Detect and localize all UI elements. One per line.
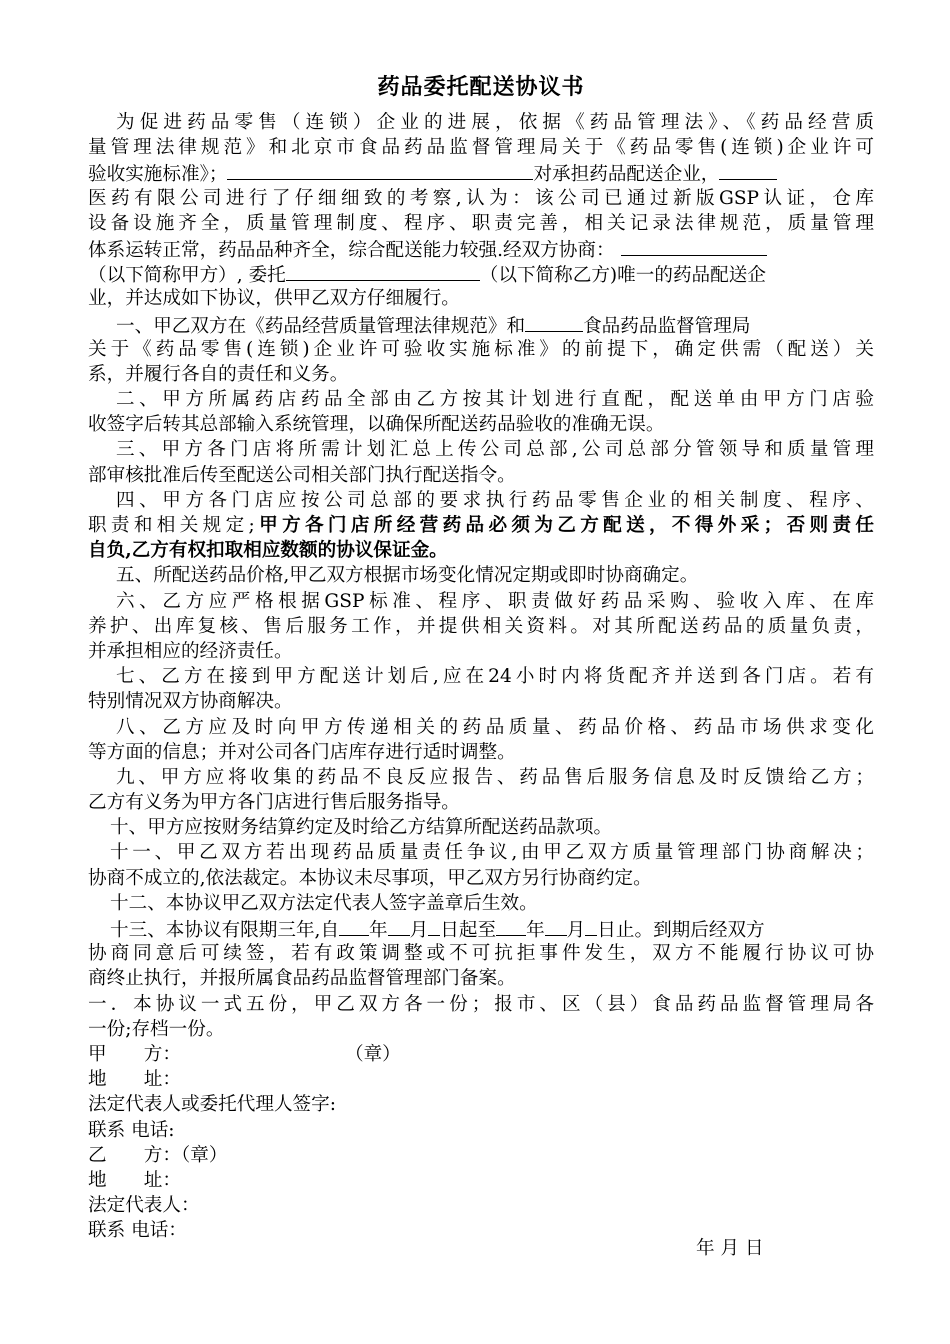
- paragraph-line: 十三、本协议有限期三年,自 年 月 日起至 年 月 日止。到期后经双方: [88, 916, 874, 941]
- paragraph-line: 三、甲方各门店将所需计划汇总上传公司总部,公司总部分管领导和质量管理: [116, 439, 874, 461]
- blank-field: [388, 916, 410, 936]
- paragraph-line: 五、所配送药品价格,甲乙双方根据市场变化情况定期或即时协商确定。: [116, 565, 699, 587]
- blank-field: [339, 916, 369, 936]
- paragraph-line: 验收实施标准》； 对承担药品配送企业，: [88, 160, 874, 185]
- signing-date: 年 月 日: [696, 1238, 764, 1259]
- blank-field: [496, 916, 526, 936]
- signature-address-a: 地 址：: [88, 1069, 181, 1091]
- paragraph-line: 商终止执行，并报所属食品药品监督管理部门备案。: [88, 968, 516, 990]
- paragraph-line: 协商同意后可续签，若有政策调整或不可抗拒事件发生，双方不能履行协议可协: [88, 943, 874, 965]
- paragraph-line: 养护、出库复核、售后服务工作，并提供相关资料。对其所配送药品的质量负责，: [88, 615, 874, 637]
- paragraph-line: 十二、本协议甲乙双方法定代表人签字盖章后生效。: [110, 892, 538, 914]
- signature-party-a: 甲 方： （章）: [88, 1043, 401, 1065]
- paragraph-line: 九、甲方应将收集的药品不良反应报告、药品售后服务信息及时反馈给乙方；: [116, 766, 874, 788]
- signature-address-b: 地 址：: [88, 1169, 181, 1191]
- signature-representative-b: 法定代表人：: [88, 1195, 200, 1217]
- paragraph-line: 关于《药品零售(连锁)企业许可验收实施标准》的前提下，确定供需（配送）关: [88, 338, 874, 360]
- paragraph-line: 设备设施齐全，质量管理制度、程序、职责完善，相关记录法律规范，质量管理: [88, 212, 874, 234]
- signature-party-b: 乙 方：（章）: [88, 1144, 228, 1166]
- paragraph-line: 十、甲方应按财务结算约定及时给乙方结算所配送药品款项。: [110, 817, 613, 839]
- paragraph-line: 八、乙方应及时向甲方传递相关的药品质量、药品价格、药品市场供求变化: [116, 716, 874, 738]
- paragraph-line: 等方面的信息；并对公司各门店库存进行适时调整。: [88, 741, 516, 763]
- paragraph-line: 职责和相关规定;甲方各门店所经营药品必须为乙方配送，不得外采；否则责任: [88, 515, 874, 536]
- paragraph-line: 一份;存档一份。: [88, 1018, 225, 1040]
- paragraph-line: 量管理法律规范》和北京市食品药品监督管理局关于《药品零售(连锁)企业许可: [88, 137, 874, 159]
- blank-field: [621, 236, 767, 256]
- document-page: [88, 72, 874, 1243]
- blank-field: [719, 160, 777, 180]
- seal-label: （章）: [344, 1043, 401, 1065]
- bold-clause: 自负,乙方有权扣取相应数额的协议保证金。: [88, 540, 448, 562]
- blank-field: [525, 312, 583, 332]
- paragraph-line: 一、甲乙双方在《药品经营质量管理法律规范》和 食品药品监督管理局: [88, 312, 874, 337]
- blank-field: [227, 160, 533, 180]
- signature-representative-a: 法定代表人或委托代理人签字:: [88, 1094, 336, 1116]
- paragraph-line: 系，并履行各自的责任和义务。: [88, 363, 349, 385]
- paragraph-line: 一．本协议一式五份，甲乙双方各一份；报市、区（县）食品药品监督管理局各: [88, 993, 874, 1015]
- paragraph-line: 医药有限公司进行了仔细细致的考察,认为：该公司已通过新版GSP认证，仓库: [88, 187, 874, 209]
- signature-phone-b: 联系 电话：: [88, 1220, 187, 1242]
- paragraph-line: （以下简称甲方）, 委托 （以下简称乙方)唯一的药品配送企: [88, 261, 874, 286]
- paragraph-line: 部审核批准后传至配送公司相关部门执行配送指令。: [88, 464, 516, 486]
- document-title: 药品委托配送协议书: [377, 74, 585, 100]
- blank-field: [585, 916, 597, 936]
- blank-field: [545, 916, 567, 936]
- paragraph-line: 乙方有义务为甲方各门店进行售后服务指导。: [88, 792, 460, 814]
- paragraph-line: 体系运转正常，药品品种齐全，综合配送能力较强.经双方协商：: [88, 236, 874, 261]
- signature-phone-a: 联系 电话:: [88, 1119, 175, 1141]
- blank-field: [428, 916, 440, 936]
- blank-field: [286, 261, 480, 281]
- paragraph-line: 七、乙方在接到甲方配送计划后,应在24小时内将货配齐并送到各门店。若有: [116, 666, 874, 688]
- paragraph-line: 并承担相应的经济责任。: [88, 640, 293, 662]
- paragraph-line: 特别情况双方协商解决。: [88, 691, 293, 713]
- paragraph-line: 六、乙方应严格根据GSP标准、程序、职责做好药品采购、验收入库、在库: [116, 590, 874, 612]
- paragraph-line: 收签字后转其总部输入系统管理，以确保所配送药品验收的准确无误。: [88, 414, 665, 436]
- paragraph-line: 十一、甲乙双方若出现药品质量责任争议,由甲乙双方质量管理部门协商解决；: [110, 842, 874, 864]
- paragraph-line: 二、甲方所属药店药品全部由乙方按其计划进行直配，配送单由甲方门店验: [116, 389, 874, 411]
- paragraph-line: 四、甲方各门店应按公司总部的要求执行药品零售企业的相关制度、程序、: [116, 489, 874, 511]
- bold-clause: 甲方各门店所经营药品必须为乙方配送，不得外采；否则责任: [254, 515, 874, 536]
- paragraph-line: 协商不成立的,依法裁定。本协议未尽事项，甲乙双方另行协商约定。: [88, 867, 652, 889]
- paragraph-line: 业，并达成如下协议，供甲乙双方仔细履行。: [88, 288, 460, 310]
- paragraph-line: 为促进药品零售（连锁）企业的进展，依据《药品管理法》、《药品经营质: [116, 112, 874, 133]
